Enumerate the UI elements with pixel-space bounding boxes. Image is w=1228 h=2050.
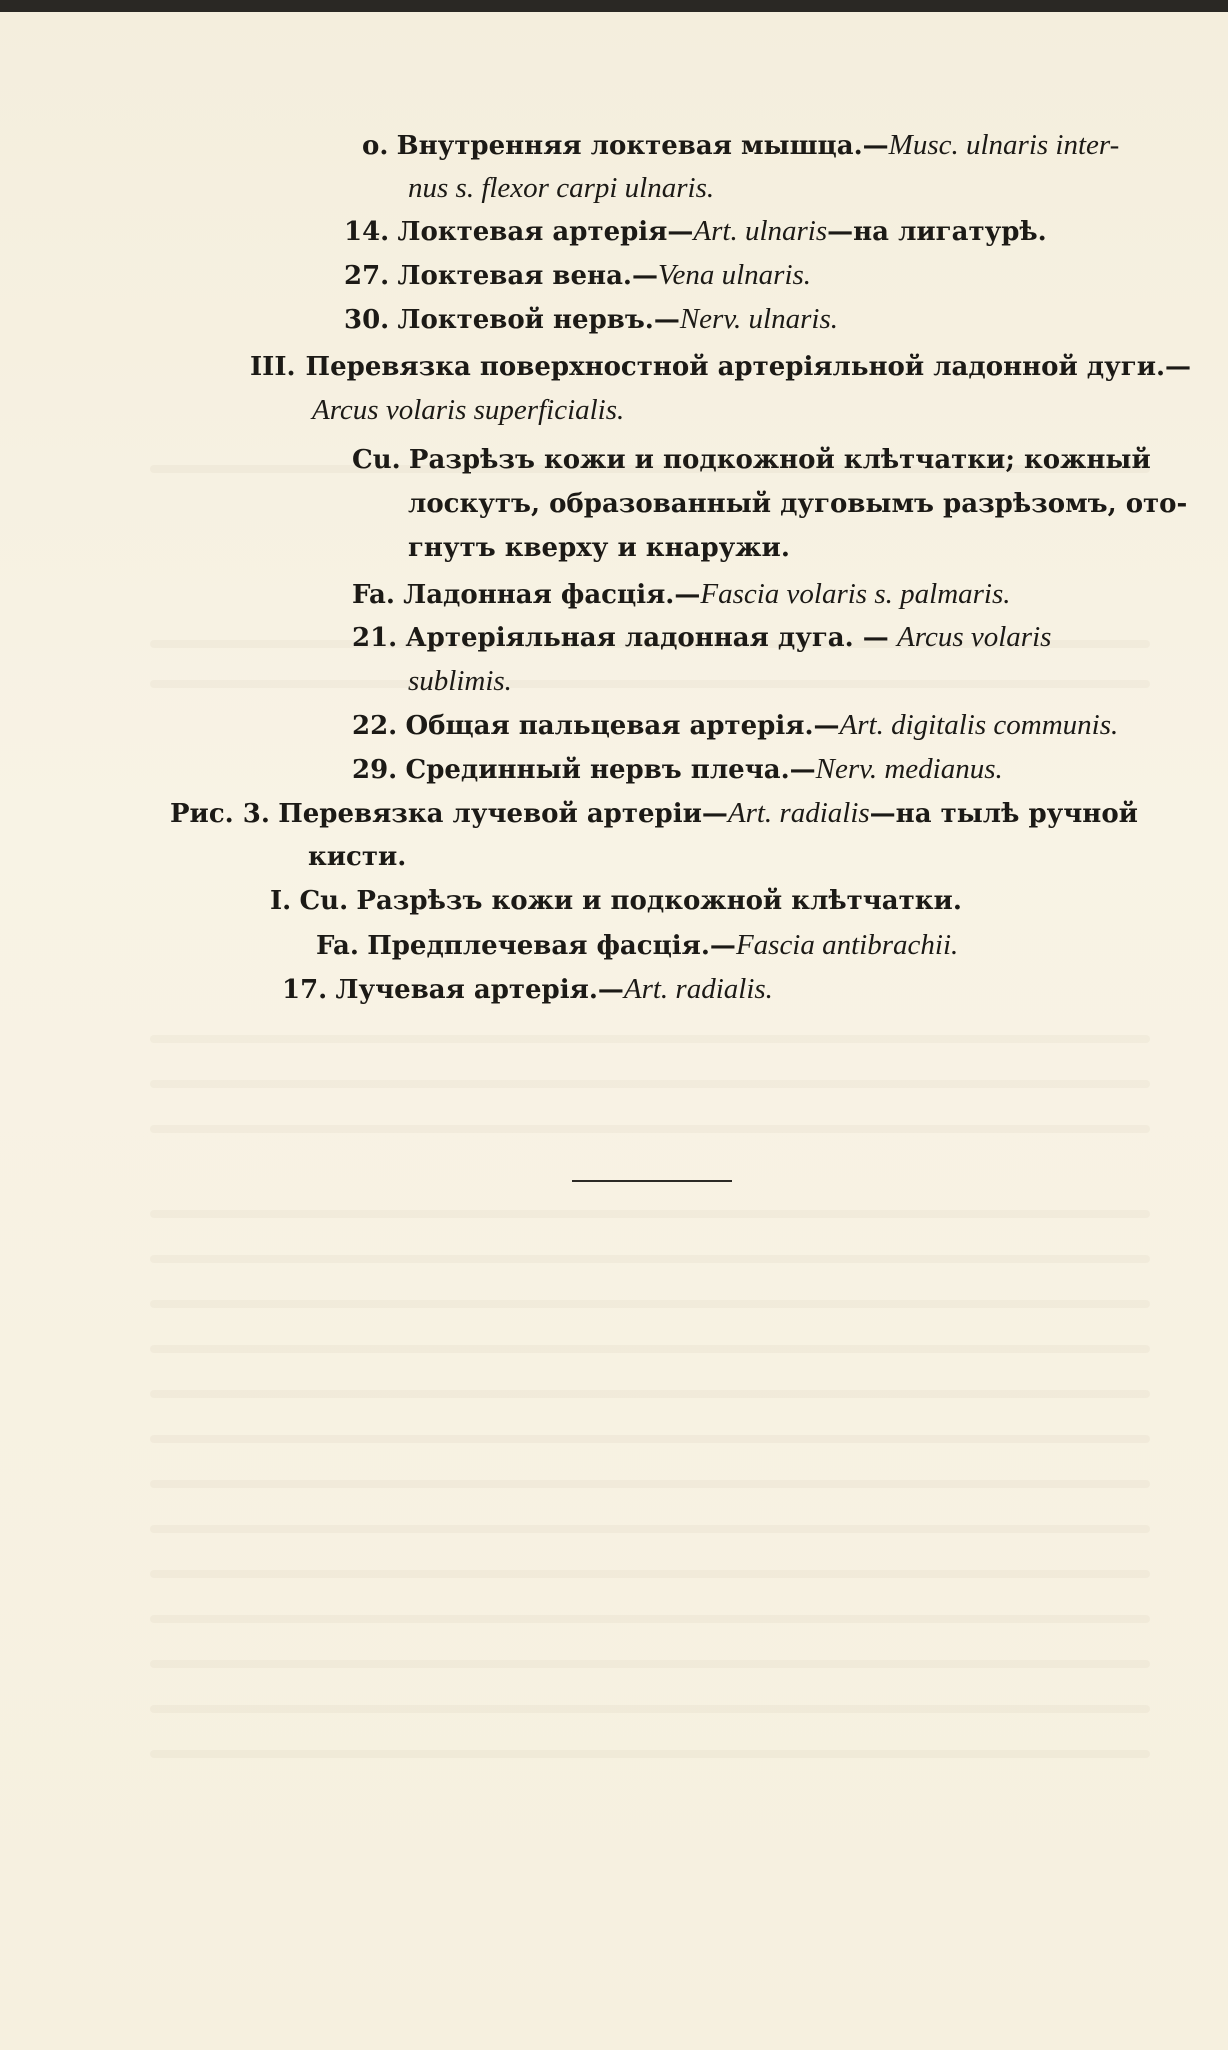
entry-latin-text: Nerv. ulnaris. [679,303,838,335]
entry-line [344,302,838,337]
entry-latin-text: nus s. flexor carpi ulnaris. [408,172,715,204]
entry-line [344,258,811,293]
section-heading-text: Перевязка поверхностной артеріяльной ладонной дуги.— [305,352,1192,382]
section-heading-line [270,884,962,918]
entry-number: о. [362,131,389,161]
entry-code: Cu. [299,886,349,916]
bleed-through-line [150,1390,1150,1398]
entry-latin-text: Nerv. medianus. [815,753,1003,785]
entry-russian-text: лоскутъ, образованный дуговымъ разрѣзомъ, ото- [408,489,1188,519]
entry-russian-text: Внутренняя локтевая мышца.— [396,131,889,161]
entry-russian-tail: —на тылѣ ручной [869,799,1138,829]
section-divider-rule [572,1180,732,1182]
entry-latin-text: Vena ulnaris. [657,259,812,291]
page-top-edge [0,0,1228,12]
entry-russian-text: Артеріяльная ладонная дуга. — [405,623,889,653]
entry-latin-text: Art. ulnaris [693,215,828,247]
entry-line [408,171,714,206]
entry-russian-text: Лучевая артерія.— [335,975,624,1005]
entry-number: 14. [344,217,390,247]
bleed-through-line [150,680,1150,688]
entry-line [362,128,1119,163]
entry-line [408,664,512,699]
entry-russian-text: Разрѣзъ кожи и подкожной клѣтчатки; кожный [408,445,1151,475]
entry-line [408,531,790,565]
bleed-through-line [150,1480,1150,1488]
entry-number: 21. [352,623,398,653]
entry-line [312,393,624,428]
entry-latin-text: sublimis. [408,665,512,697]
entry-latin-text: Fascia antibrachii. [735,929,959,961]
entry-russian-text: Предплечевая фасція.— [367,931,736,961]
entry-russian-text: Ладонная фасція.— [403,580,701,610]
bleed-through-line [150,1255,1150,1263]
entry-line [282,972,773,1007]
bleed-through-line [150,1210,1150,1218]
figure-heading-line [170,796,1138,831]
entry-russian-text: Разрѣзъ кожи и подкожной клѣтчатки. [356,886,962,916]
bleed-through-line [150,1345,1150,1353]
entry-code: Fa. [352,580,395,610]
bleed-through-line [150,1035,1150,1043]
entry-russian-text: гнутъ кверху и кнаружи. [408,533,790,563]
section-heading-line [250,350,1192,384]
entry-latin-text: Arcus volaris superficialis. [312,394,625,426]
bleed-through-line [150,1615,1150,1623]
entry-line [352,620,1051,655]
bleed-through-line [150,1750,1150,1758]
bleed-through-line [150,1435,1150,1443]
bleed-through-line [150,1125,1150,1133]
entry-russian-text: Локтевой нервъ.— [397,305,680,335]
entry-latin-text: Art. radialis [727,797,870,829]
entry-number: 22. [352,711,398,741]
bleed-through-line [150,1300,1150,1308]
entry-number: 29. [352,755,398,785]
entry-line [316,928,958,963]
entry-russian-text: Срединный нервъ плеча.— [405,755,816,785]
entry-russian-tail: —на лигатурѣ. [827,217,1047,247]
entry-latin-text: Art. radialis. [623,973,773,1005]
entry-line [352,577,1011,612]
entry-line [308,840,406,874]
entry-latin-text: Fascia volaris s. palmaris. [700,578,1011,610]
entry-russian-text: Общая пальцевая артерія.— [405,711,840,741]
figure-heading-text: Перевязка лучевой артеріи— [278,799,728,829]
section-number: III. [250,352,296,382]
entry-latin-text: Musc. ulnaris inter- [888,129,1120,161]
bleed-through-line [150,1525,1150,1533]
entry-code: Cu. [352,445,401,475]
bleed-through-line [150,1705,1150,1713]
entry-latin-text: Art. digitalis communis. [839,709,1119,741]
entry-number: 27. [344,261,390,291]
bleed-through-line [150,1080,1150,1088]
entry-latin-text: Arcus volaris [897,621,1052,653]
section-number: I. [270,886,292,916]
entry-russian-text: Локтевая вена.— [397,261,658,291]
figure-number: Рис. 3. [170,799,270,829]
entry-line [352,708,1118,743]
entry-number: 30. [344,305,390,335]
entry-code: Fa. [316,931,359,961]
entry-line [344,214,1047,249]
entry-russian-text: кисти. [308,842,407,872]
entry-line [352,752,1003,787]
entry-russian-text: Локтевая артерія— [397,217,694,247]
entry-line [352,443,1151,477]
entry-number: 17. [282,975,328,1005]
entry-line [408,487,1187,521]
bleed-through-line [150,1660,1150,1668]
bleed-through-line [150,1570,1150,1578]
